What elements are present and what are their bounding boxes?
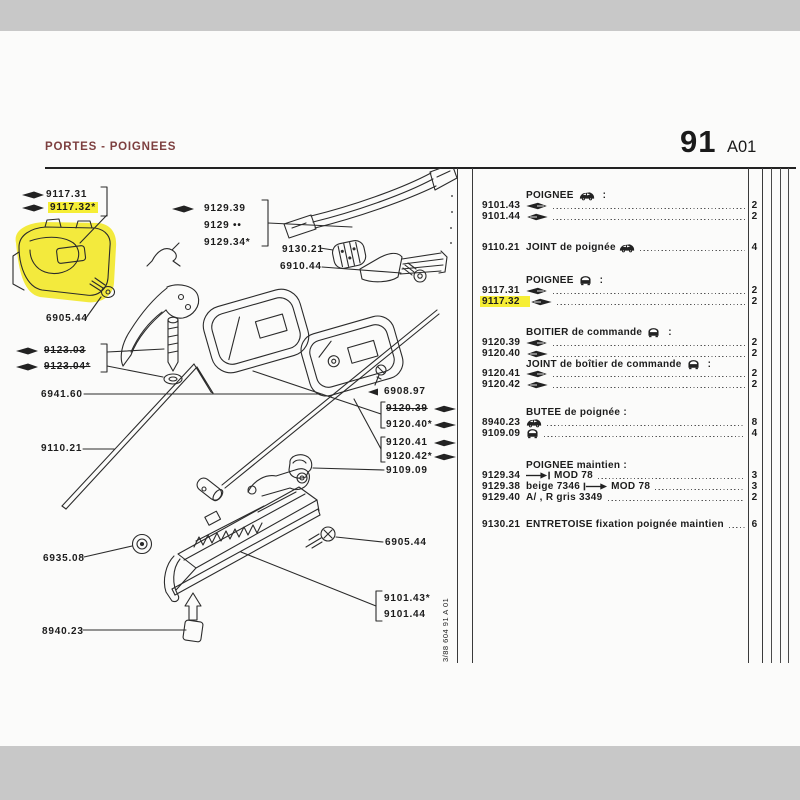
bar-to-arrow-icon — [583, 482, 608, 491]
table-row — [482, 519, 761, 530]
quantity: 2 — [751, 337, 758, 348]
scan-margin-bottom — [0, 746, 800, 800]
table-row — [482, 200, 761, 211]
part-number: 8940.23 — [482, 417, 521, 428]
leader-dots — [557, 304, 745, 305]
part-label: 6905.44 — [385, 537, 427, 548]
control-housing-drawing — [199, 285, 314, 378]
leader-dots — [547, 425, 745, 426]
leader-dots — [553, 387, 745, 388]
gasket-strip-drawing — [62, 364, 213, 509]
quantity: 2 — [751, 379, 758, 390]
part-number: 9129.34 — [482, 470, 521, 481]
quantity: 2 — [751, 348, 758, 359]
section-title: POIGNEE maintien : — [526, 459, 627, 471]
part-number: 9120.42 — [482, 379, 521, 390]
spacer-drawing-9130-21 — [331, 239, 367, 270]
qty-column-line — [762, 168, 763, 663]
grab-handle-strap-drawing — [284, 168, 457, 238]
quantity: 8 — [751, 417, 758, 428]
form-column-line — [771, 168, 772, 663]
part-label: 9129.34* — [204, 237, 251, 248]
part-description: A/ , R gris 3349 — [526, 492, 603, 503]
arrow-to-bar-icon — [526, 471, 551, 480]
part-label: 9129 •• — [204, 220, 242, 231]
part-label: 6935.08 — [43, 553, 85, 564]
quantity: 2 — [751, 296, 758, 307]
quantity: 4 — [751, 428, 758, 439]
part-label-struck: 9123.03 — [44, 345, 86, 356]
part-description: beige 7346 — [526, 481, 581, 492]
part-label: 6908.97 — [384, 386, 426, 397]
quantity: 3 — [751, 481, 758, 492]
pin-drawing-9123 — [164, 317, 182, 384]
part-number: 9109.09 — [482, 428, 521, 439]
exterior-handle-drawing — [164, 469, 320, 602]
part-label: 9120.40* — [386, 419, 433, 430]
part-label: 6910.44 — [280, 261, 322, 272]
part-label: 6941.60 — [41, 389, 83, 400]
part-label-highlighted: 9117.32* — [50, 202, 96, 213]
arrow-right-icon — [526, 213, 548, 221]
part-description: ENTRETOISE fixation poignée maintien — [526, 519, 724, 530]
handle-stop-cap-drawing — [289, 455, 312, 478]
colon: : — [707, 358, 712, 370]
form-column-line — [780, 168, 781, 663]
part-label: 9120.42* — [386, 451, 433, 462]
leader-dots — [544, 436, 745, 437]
form-column-line — [788, 168, 789, 663]
handle-end-bracket-drawing — [360, 251, 447, 282]
leader-dots — [729, 527, 745, 528]
part-number: 9129.40 — [482, 492, 521, 503]
leader-dots — [598, 478, 745, 479]
divider-line — [472, 168, 473, 663]
quantity: 6 — [751, 519, 758, 530]
van-side-icon — [526, 417, 542, 428]
section-title: BOITIER de commande — [526, 326, 643, 338]
leader-dots — [553, 356, 745, 357]
table-row-highlighted — [482, 296, 761, 307]
part-description: MOD 78 — [554, 470, 594, 481]
leader-dots — [553, 219, 745, 220]
section-title: BUTEE de poignée : — [526, 406, 627, 418]
part-description: JOINT de poignée — [526, 242, 616, 253]
leader-dots — [553, 293, 745, 294]
arrow-right-icon — [526, 381, 548, 389]
leader-dots — [553, 376, 745, 377]
margin-dots — [450, 195, 453, 244]
leader-dots — [608, 500, 746, 501]
page-number: 91 — [680, 124, 717, 159]
part-label: 9120.41 — [386, 437, 428, 448]
arrow-left-icon — [526, 202, 548, 210]
screw-drawing-6905-44-right — [306, 527, 335, 548]
table-row — [482, 417, 761, 428]
table-row — [482, 470, 761, 481]
handle-stop-pad-drawing — [183, 620, 204, 642]
section-title: JOINT de boîtier de commande — [526, 358, 682, 370]
grommet-drawing — [133, 535, 152, 554]
section-title: POIGNEE — [526, 274, 574, 286]
colon: : — [668, 326, 672, 338]
arrow-left-icon — [526, 370, 548, 378]
table-row — [482, 428, 761, 439]
table-row — [482, 242, 761, 253]
van-side-icon — [619, 242, 635, 253]
part-label: 9130.21 — [282, 244, 324, 255]
part-description: MOD 78 — [611, 481, 651, 492]
table-row — [482, 492, 761, 503]
part-label-struck: 9120.39 — [386, 403, 428, 414]
quantity: 2 — [751, 285, 758, 296]
part-label: 9101.44 — [384, 609, 426, 620]
leader-dots — [553, 345, 745, 346]
exploded-parts-diagram — [0, 168, 460, 703]
quantity: 2 — [751, 368, 758, 379]
arrow-left-icon — [526, 287, 548, 295]
arrow-left-icon — [526, 339, 548, 347]
part-number: 9110.21 — [482, 242, 520, 253]
arrow-right-icon — [530, 298, 552, 306]
leader-dots — [640, 250, 745, 251]
van-front-icon — [647, 327, 660, 338]
page-title: PORTES - POIGNEES — [45, 141, 177, 153]
part-number: 9101.44 — [482, 211, 521, 222]
arrow-right-icon — [526, 350, 548, 358]
table-row — [482, 337, 761, 348]
part-number: 9101.43 — [482, 200, 521, 211]
form-reference-vertical: 3/88 604 91 A 01 — [441, 597, 450, 662]
part-label: 9129.39 — [204, 203, 246, 214]
table-row — [482, 211, 761, 222]
quantity: 4 — [751, 242, 758, 253]
part-number: 9130.21 — [482, 519, 521, 530]
table-row — [482, 368, 761, 379]
spring-clip-drawing — [147, 243, 180, 266]
part-label: 9101.43* — [384, 593, 431, 604]
van-side-icon — [579, 190, 595, 201]
section-title: POIGNEE — [526, 189, 574, 201]
part-label: 8940.23 — [42, 626, 84, 637]
quantity: 2 — [751, 200, 758, 211]
part-number: 9129.38 — [482, 481, 521, 492]
part-label: 9109.09 — [386, 465, 428, 476]
part-number-highlighted: 9117.32 — [480, 296, 530, 307]
door-pull-handle-drawing — [121, 285, 198, 366]
scan-margin-top — [0, 0, 800, 31]
up-arrow-drawing — [185, 593, 201, 620]
table-row — [482, 481, 761, 492]
leader-dots — [655, 489, 745, 490]
van-front-icon — [579, 275, 592, 286]
screw-drawing-6908-97 — [375, 365, 386, 385]
part-label-struck: 9123.04* — [44, 361, 91, 372]
leader-dots — [553, 208, 745, 209]
part-number: 9120.39 — [482, 337, 521, 348]
part-number: 9117.31 — [482, 285, 520, 296]
part-number: 9120.40 — [482, 348, 521, 359]
quantity: 3 — [751, 470, 758, 481]
part-label: 9110.21 — [41, 443, 83, 454]
part-label: 9117.31 — [46, 189, 88, 200]
quantity: 2 — [751, 492, 758, 503]
quantity: 2 — [751, 211, 758, 222]
part-label: 6905.44 — [46, 313, 88, 324]
table-row — [482, 379, 761, 390]
van-front-icon — [526, 428, 539, 439]
leader-lines — [80, 187, 401, 630]
colon: : — [599, 274, 604, 286]
page-code: A01 — [727, 138, 757, 156]
part-number: 9120.41 — [482, 368, 521, 379]
table-row — [482, 285, 761, 296]
colon: : — [602, 189, 607, 201]
